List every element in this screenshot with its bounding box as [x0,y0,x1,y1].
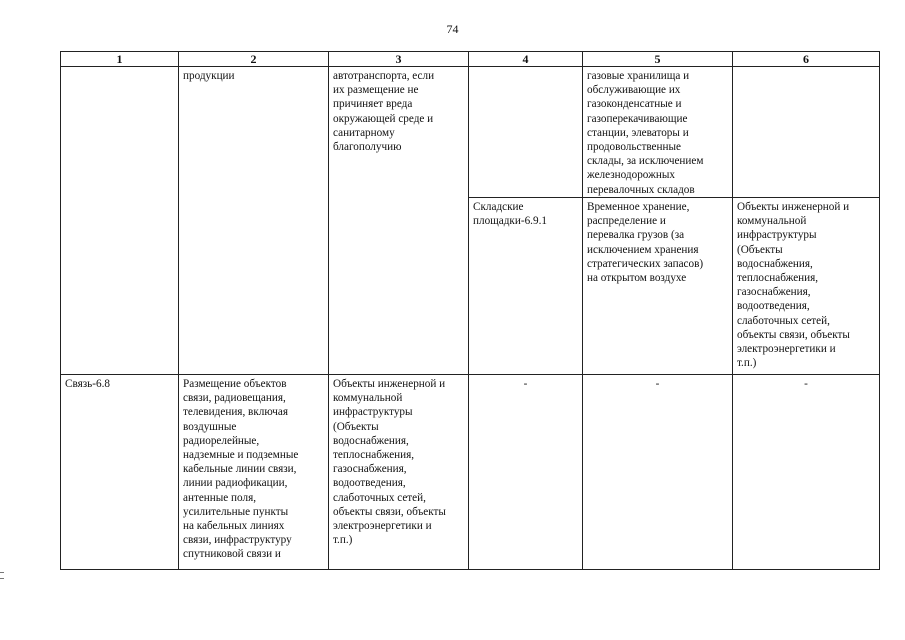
text-line: объекты связи, объекты [333,505,446,518]
cell-cont-c1 [61,67,179,375]
text-line: надземные и подземные [183,449,299,462]
header-col-3: 3 [329,52,469,67]
text-line: на открытом воздухе [587,272,687,285]
text-line: санитарному [333,126,395,139]
text-line: электроэнергетики и [737,343,836,356]
text-line: газоснабжения, [333,463,407,476]
text-line: склады, за исключением [587,155,704,168]
cell-cont-c2 [179,67,329,375]
cell-sklad-c4 [469,198,583,375]
header-col-4: 4 [469,52,583,67]
text-line: Размещение объектов [183,378,287,390]
text-line: водоотведения, [333,477,406,490]
text-line: распределение и [587,215,666,228]
text-line: объекты связи, объекты [737,328,850,341]
text-line: коммунальной [333,392,403,405]
text-line: теплоснабжения, [737,272,819,285]
text-line: т.п.) [333,534,353,547]
scan-margin-mark [0,572,4,573]
text-line: перевалка грузов (за [587,229,685,242]
text-line: Временное хранение, [587,201,690,213]
text-line: (Объекты [333,420,379,433]
text-line: причиняет вреда [333,98,413,111]
text-line: благополучию [333,141,402,154]
text-line: газоконденсатные и [587,98,682,111]
header-row [61,52,880,67]
text-line: теплоснабжения, [333,449,415,462]
text-line: окружающей среде и [333,112,434,125]
cell-svyaz-c6: - [733,375,880,570]
text-line: связи, радиовещания, [183,392,286,405]
header-col-6: 6 [733,52,880,67]
header-col-1: 1 [61,52,179,67]
text-line: Объекты инженерной и [737,201,850,213]
text-line: электроэнергетики и [333,520,432,533]
land-use-table [60,51,880,570]
text-line: железнодорожных [587,169,675,182]
text-line: радиорелейные, [183,434,260,447]
text-line: газовые хранилища и [587,70,690,82]
text-line: т.п.) [737,357,757,370]
text-line: слаботочных сетей, [737,314,830,327]
text-line: слаботочных сетей, [333,491,426,504]
text-line: (Объекты [737,243,783,256]
cell-svyaz-c3 [329,375,469,570]
cell-svyaz-c4: - [469,375,583,570]
cell-cont-c5 [583,67,733,198]
text-line: инфраструктуры [333,406,413,419]
text-line: спутниковой связи и [183,548,281,561]
text-line: водоснабжения, [333,434,409,447]
cell-sklad-c5 [583,198,733,375]
cell-svyaz-c5: - [583,375,733,570]
text-line: перевалочных складов [587,183,695,196]
text-line: газоперекачивающие [587,112,688,125]
text-line: коммунальной [737,215,807,228]
table-row-svyaz [61,375,880,570]
header-col-2: 2 [179,52,329,67]
table-row-continuation [61,67,880,198]
scan-margin-mark [0,578,4,579]
cell-cont-c3 [329,67,469,375]
text-line: автотранспорта, если [333,70,435,82]
header-col-5: 5 [583,52,733,67]
text-line: кабельные линии связи, [183,463,297,476]
text-line: обслуживающие их [587,84,681,97]
text-line: Объекты инженерной и [333,378,446,390]
cell-cont-c4 [469,67,583,198]
text-line: станции, элеваторы и [587,126,689,139]
cell-svyaz-c2 [179,375,329,570]
text-line: их размещение не [333,84,419,97]
text-line: водоснабжения, [737,257,813,270]
text-line: исключением хранения [587,243,699,256]
text-line: водоотведения, [737,300,810,313]
text-line: связи, инфраструктуру [183,534,292,547]
text-line: Связь-6.8 [65,378,110,390]
cell-cont-c6 [733,67,880,198]
page-number: 74 [446,22,459,36]
text-line: стратегических запасов) [587,257,704,270]
cell-sklad-c6 [733,198,880,375]
text-line: усилительные пункты [183,505,289,518]
cell-svyaz-c1 [61,375,179,570]
text-line: газоснабжения, [737,286,811,299]
text-line: на кабельных линиях [183,520,285,533]
text-line: телевидения, включая [183,406,289,419]
text-line: антенные поля, [183,491,257,504]
text-line: продовольственные [587,141,681,154]
text-line: инфраструктуры [737,229,817,242]
text-line: продукции [183,70,235,82]
text-line: линии радиофикации, [183,477,288,490]
text-line: Складские [473,201,524,213]
text-line: площадки-6.9.1 [473,215,547,228]
text-line: воздушные [183,420,237,433]
